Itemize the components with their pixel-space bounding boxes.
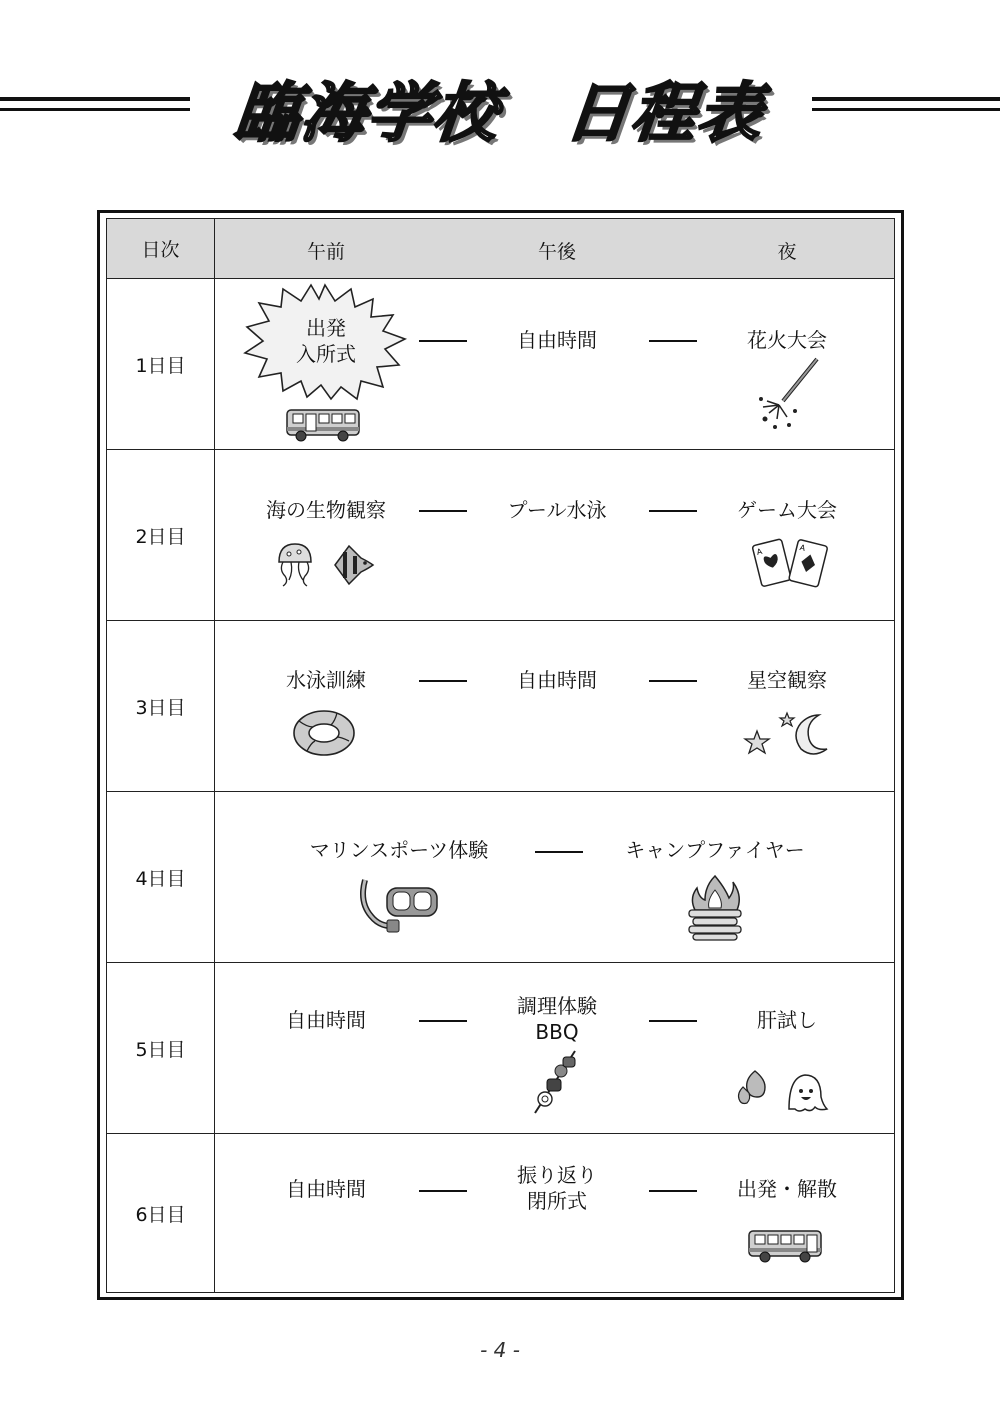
morning-line-1: 出発 [306,316,346,340]
bus-icon [285,407,363,443]
morning-activity: 自由時間 [286,1177,366,1201]
table-row [107,621,895,792]
angelfish-icon [329,542,379,588]
night-activity: 星空観察 [747,668,827,692]
svg-text:A: A [798,542,807,553]
day-label: 3日目 [107,621,215,792]
connector-line [535,851,583,853]
afternoon-line-1: 調理体験 [517,994,597,1018]
night-activity: 肝試し [757,1008,817,1032]
day-label: 5日目 [107,963,215,1134]
afternoon-line-2: BBQ [535,1020,579,1044]
day-schedule [215,621,895,792]
night-activity: 出発・解散 [737,1177,837,1201]
table-row [107,450,895,621]
afternoon-activity [517,1162,597,1214]
afternoon-activity: プール水泳 [507,498,607,522]
header-afternoon: 午後 [537,241,577,263]
day-schedule [215,1134,895,1293]
bbq-skewer-icon [529,1047,579,1117]
header-row [107,219,895,279]
morning-activity: 水泳訓練 [286,668,366,692]
schedule-table [106,218,895,1293]
svg-text:A: A [755,546,764,557]
connector-line [419,680,467,682]
morning-activity: 自由時間 [286,1008,366,1032]
jellyfish-icon [275,540,315,588]
afternoon-activity [517,993,597,1045]
connector-line [419,1020,467,1022]
connector-line [419,340,467,342]
connector-line [649,1190,697,1192]
afternoon-line-2: 閉所式 [527,1189,587,1213]
bus-icon [747,1228,825,1264]
sparkler-icon [755,355,825,435]
header-day: 日次 [107,219,215,279]
day-label: 2日目 [107,450,215,621]
day-label: 4日目 [107,792,215,963]
night-activity: ゲーム大会 [737,498,837,522]
night-activity: 花火大会 [747,328,827,352]
afternoon-activity: 自由時間 [517,668,597,692]
connector-line [419,1190,467,1192]
table-row [107,1134,895,1293]
header-night: 夜 [777,241,797,263]
afternoon-line-1: 振り返り [517,1163,597,1187]
day-label: 6日目 [107,1134,215,1293]
campfire-icon [685,872,745,942]
connector-line [649,680,697,682]
title-rule-right [812,97,1000,115]
table-row [107,792,895,963]
swim-ring-icon [291,707,357,759]
title-rule-left [0,97,190,115]
morning-activity: 海の生物観察 [266,498,386,522]
morning-line-2: 入所式 [296,342,356,366]
day-schedule [215,792,895,963]
ghost-icon [735,1047,829,1117]
header-morning: 午前 [306,241,346,263]
connector-line [419,510,467,512]
day-schedule [215,279,895,450]
snorkel-mask-icon [357,876,441,936]
page-number: - 4 - [480,1338,520,1362]
playing-cards-icon [749,536,833,592]
connector-line [649,340,697,342]
day-schedule [215,963,895,1134]
morning-activity: マリンスポーツ体験 [309,838,489,862]
afternoon-night-activity: キャンプファイヤー [625,838,805,862]
connector-line [649,510,697,512]
day-schedule [215,450,895,621]
day-label: 1日目 [107,279,215,450]
table-row [107,279,895,450]
stars-moon-icon [743,709,833,761]
table-row [107,963,895,1134]
header-periods [215,219,895,279]
page-title: 臨海学校 日程表 [231,77,768,151]
morning-activity [296,315,356,367]
afternoon-activity: 自由時間 [517,328,597,352]
connector-line [649,1020,697,1022]
